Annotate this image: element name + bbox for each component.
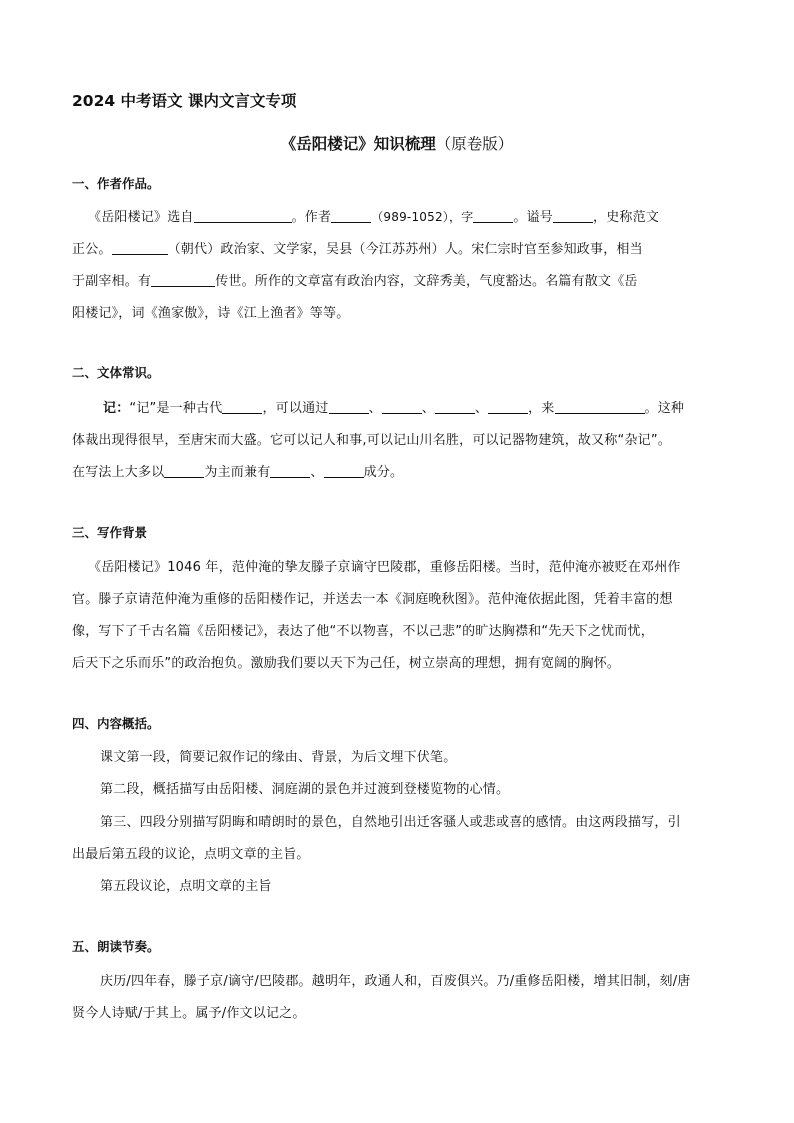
paragraph-line: 阳楼记》，词《渔家傲》，诗《江上渔者》等等。 — [72, 306, 350, 321]
paragraph-line — [103, 397, 684, 416]
fill-blank[interactable] — [382, 399, 422, 414]
paragraph-line — [88, 206, 659, 225]
text-run: ，史称范文 — [593, 210, 660, 225]
paragraph-line: 庆历/四年春，滕子京/谪守/巴陵郡。越明年，政通人和，百废俱兴。乃/重修岳阳楼，增其旧制，刻/唐 — [100, 974, 691, 989]
paragraph-line: 后天下之乐而乐”的政治抱负。激励我们要以天下为己任，树立崇高的理想，拥有宽阔的胸怀。 — [72, 656, 621, 671]
fill-blank[interactable] — [329, 399, 369, 414]
text-run: “记”是一种古代 — [129, 401, 223, 416]
paragraph-line: 体裁出现得很早，至唐宋而大盛。它可以记人和事,可以记山川名胜，可以记器物建筑，故又称“杂记”。 — [72, 433, 672, 448]
paragraph-line: 第三、四段分别描写阴晦和晴朗时的景色，自然地引出迁客骚人或悲或喜的感情。由这两段描写，引 — [100, 815, 681, 830]
text-run: 于副宰相。有 — [72, 274, 152, 289]
paragraph-line: 官。滕子京请范仲淹为重修的岳阳楼作记，并送去一本《洞庭晚秋图》。范仲淹依据此图，凭着丰富的想 — [72, 592, 673, 607]
paragraph-line: 像，写下了千古名篇《岳阳楼记》，表达了他“不以物喜，不以己悲”的旷达胸襟和“先天下之忧而忧， — [72, 624, 654, 639]
paragraph-line: 贤今人诗赋/于其上。属予/作文以记之。 — [72, 1006, 306, 1021]
text-run: 在写法上大多以 — [72, 465, 165, 480]
text-run: ，来 — [528, 401, 555, 416]
text-run: ，可以通过 — [262, 401, 329, 416]
paragraph-line — [72, 238, 643, 257]
text-run: 、 — [368, 401, 382, 416]
paragraph-line: 出最后第五段的议论，点明文章的主旨。 — [72, 847, 310, 862]
paragraph-line: 第二段，概括描写由岳阳楼、洞庭湖的景色并过渡到登楼览物的心情。 — [100, 782, 510, 797]
paragraph-line: 第五段议论，点明文章的主旨 — [100, 879, 272, 894]
paragraph-line: 课文第一段，简要记叙作记的缘由、背景，为后文埋下伏笔。 — [100, 750, 457, 765]
text-run: 为主而兼有 — [204, 465, 271, 480]
paragraph-line — [72, 461, 403, 480]
text-run: 。谥号 — [513, 210, 554, 225]
fill-blank[interactable] — [222, 399, 262, 414]
text-run: 。作者 — [291, 210, 332, 225]
text-run: 成分。 — [363, 465, 404, 480]
fill-blank[interactable] — [324, 463, 364, 478]
text-run: 、 — [421, 401, 435, 416]
document-title-main: 《岳阳楼记》知识梳理 — [280, 135, 436, 153]
text-run: （朝代）政治家、文学家，吴县（今江苏苏州）人。宋仁宗时官至参知政事，相当 — [167, 242, 643, 257]
fill-blank[interactable] — [151, 272, 215, 287]
fill-blank[interactable] — [435, 399, 475, 414]
paragraph-line: 《岳阳楼记》1046 年，范仲淹的挚友滕子京谪守巴陵郡，重修岳阳楼。当时，范仲淹亦被贬在邓州作 — [88, 560, 681, 575]
text-run: 、 — [310, 465, 324, 480]
paragraph-line — [72, 270, 638, 289]
fill-blank[interactable] — [331, 208, 371, 223]
fill-blank[interactable] — [112, 240, 168, 255]
text-run: 、 — [474, 401, 489, 416]
fill-blank[interactable] — [488, 399, 528, 414]
text-run: 《岳阳楼记》选自 — [88, 210, 194, 225]
text-run: （989-1052），字 — [371, 210, 474, 224]
text-run: 。这种 — [644, 401, 685, 416]
series-title: 2024 中考语文 课内文言文专项 — [72, 92, 297, 110]
fill-blank[interactable] — [270, 463, 310, 478]
text-run: 传世。所作的文章富有政治内容，文辞秀美，气度豁达。名篇有散文《岳 — [215, 274, 638, 289]
section-heading-summary: 四、内容概括。 — [72, 716, 160, 731]
fill-blank[interactable] — [194, 208, 292, 223]
fill-blank[interactable] — [553, 208, 593, 223]
text-run: 正公。 — [72, 242, 112, 257]
fill-blank[interactable] — [164, 463, 204, 478]
document-title — [0, 132, 794, 154]
section-heading-reading-rhythm: 五、朗读节奏。 — [72, 939, 160, 954]
fill-blank[interactable] — [555, 399, 645, 414]
section-heading-author: 一、作者作品。 — [72, 176, 160, 191]
document-title-version: （原卷版） — [435, 135, 514, 153]
fill-blank[interactable] — [473, 208, 513, 223]
term-label: 记： — [103, 401, 130, 416]
section-heading-background: 三、写作背景 — [72, 525, 148, 540]
section-heading-genre: 二、文体常识。 — [72, 365, 160, 380]
